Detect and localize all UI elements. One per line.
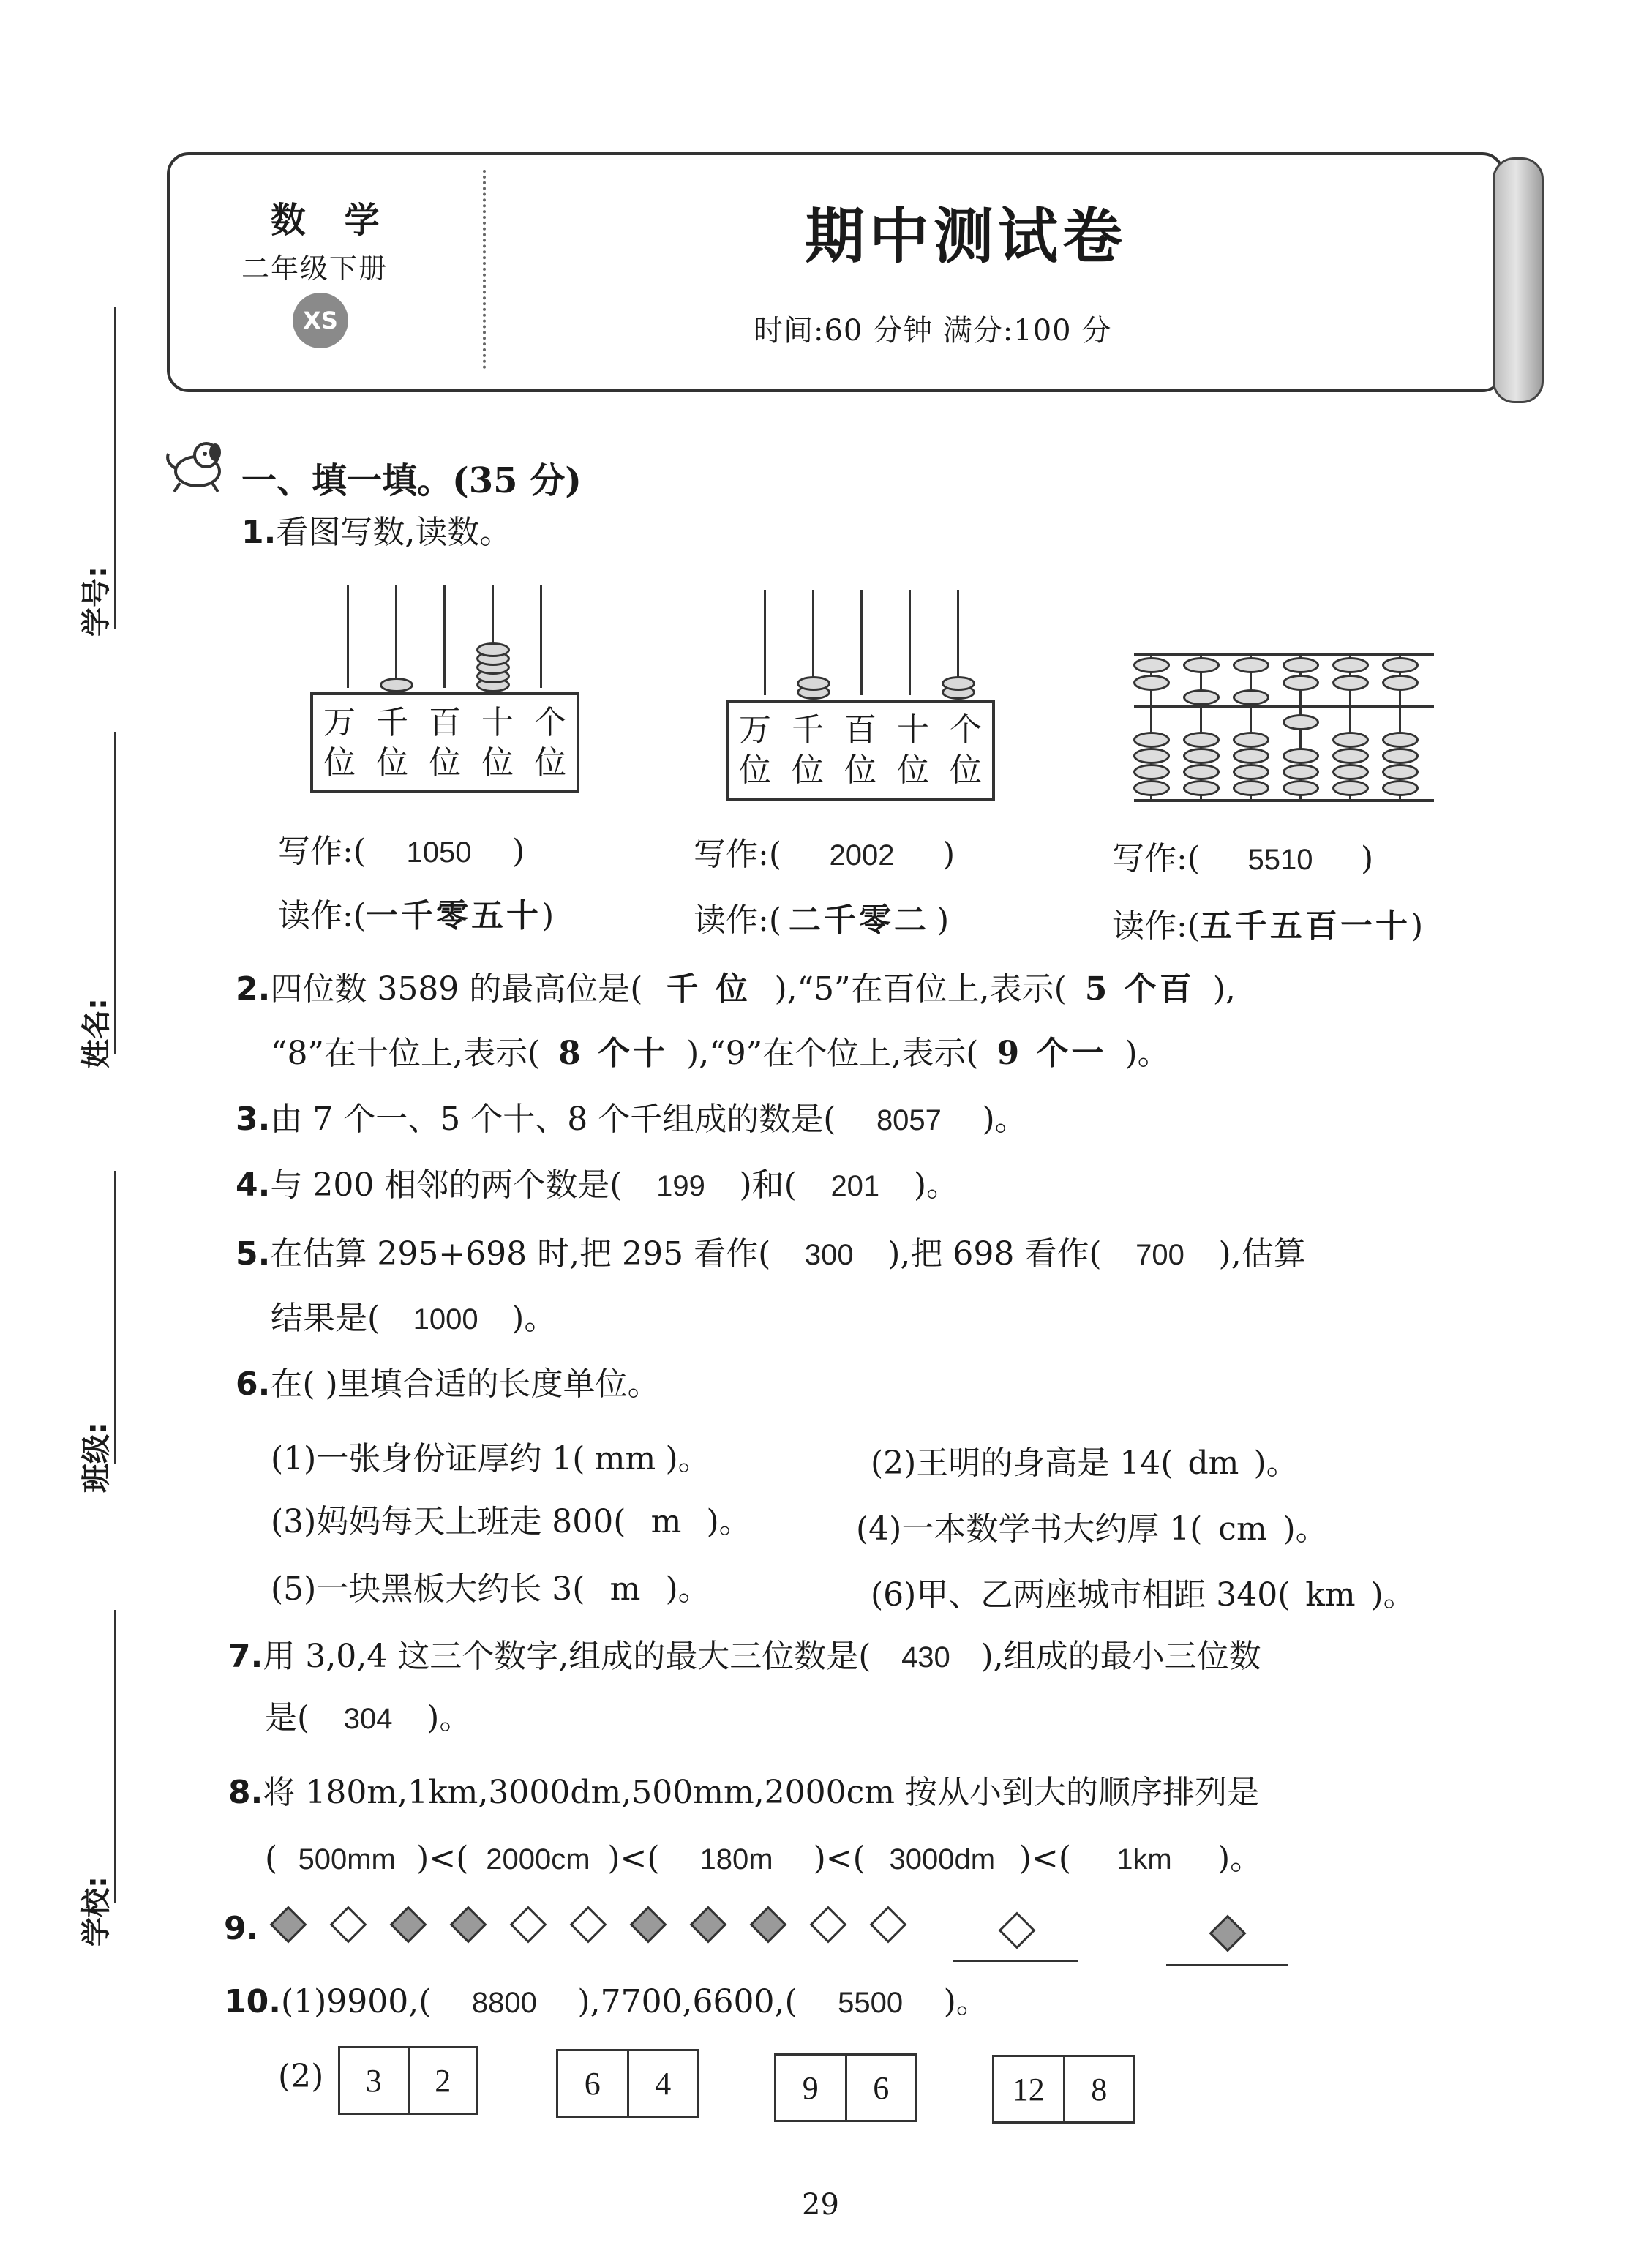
place-label: 万 bbox=[323, 704, 356, 741]
q6-item-4 bbox=[856, 1510, 1328, 1549]
answer: 201 bbox=[830, 1170, 880, 1202]
suanpan-bead bbox=[1382, 732, 1419, 748]
class-line bbox=[114, 1171, 116, 1464]
abacus-bead bbox=[380, 678, 413, 692]
suanpan-bead bbox=[1233, 732, 1269, 748]
diamond-filled bbox=[390, 1906, 427, 1944]
q9-number-wrap bbox=[224, 1910, 258, 1949]
q6-item-3 bbox=[271, 1503, 751, 1542]
q2-line-1 bbox=[236, 970, 1236, 1009]
q1-written-2 bbox=[694, 836, 955, 874]
answer: 8800 bbox=[471, 1987, 537, 2019]
place-label: 位 bbox=[739, 752, 771, 789]
class-label: 班级: bbox=[80, 1423, 113, 1493]
text: ),把 698 看作( bbox=[887, 1235, 1102, 1273]
page-number: 29 bbox=[802, 2188, 839, 2222]
suanpan-bead bbox=[1382, 780, 1419, 796]
text: 四位数 3589 的最高位是( bbox=[270, 970, 643, 1008]
q10-part-2-label: (2) bbox=[278, 2058, 324, 2095]
suanpan-bead bbox=[1332, 748, 1369, 764]
text: 用 3,0,4 这三个数字,组成的最大三位数是( bbox=[263, 1638, 871, 1675]
abacus-2-rod bbox=[909, 590, 911, 695]
text: )<( bbox=[607, 1840, 660, 1877]
place-label: 位 bbox=[534, 744, 566, 782]
close: ) bbox=[1411, 907, 1424, 945]
answer: 1km bbox=[1116, 1843, 1172, 1876]
box-cell: 6 bbox=[584, 2065, 601, 2102]
place-label: 位 bbox=[792, 752, 824, 789]
box-cell: 2 bbox=[408, 2048, 477, 2113]
place-label: 位 bbox=[323, 744, 356, 782]
text: )。 bbox=[913, 1166, 958, 1204]
q1-read-1 bbox=[278, 897, 554, 936]
text: )。 bbox=[665, 1440, 710, 1477]
name-label: 姓名: bbox=[80, 998, 113, 1068]
answer: cm bbox=[1218, 1510, 1267, 1548]
answer: 1050 bbox=[406, 836, 472, 869]
puppy-icon bbox=[161, 436, 234, 495]
place-label: 千 bbox=[376, 704, 408, 741]
place-label: 位 bbox=[950, 752, 982, 789]
abacus-1-rod bbox=[540, 585, 542, 688]
answer: 2002 bbox=[829, 839, 895, 872]
suanpan-bead bbox=[1233, 657, 1269, 673]
box-cell: 4 bbox=[627, 2051, 698, 2116]
box-cell: 8 bbox=[1063, 2057, 1134, 2121]
suanpan-bead bbox=[1332, 675, 1369, 691]
place-label: 位 bbox=[844, 752, 876, 789]
text: 在估算 295+698 时,把 295 看作( bbox=[270, 1235, 771, 1273]
diamond-hollow bbox=[510, 1906, 547, 1944]
suanpan-bead bbox=[1233, 689, 1269, 705]
suanpan-top-bar bbox=[1134, 653, 1434, 656]
text: )。 bbox=[511, 1300, 557, 1337]
answer: km bbox=[1305, 1576, 1356, 1614]
answer: 300 bbox=[804, 1239, 854, 1271]
abacus-2-frame bbox=[726, 700, 995, 801]
prefix: 读作:( bbox=[1112, 907, 1200, 945]
text: ),组成的最小三位数 bbox=[980, 1638, 1261, 1675]
place-label: 百 bbox=[844, 711, 876, 749]
q2-number: 2. bbox=[236, 970, 271, 1008]
suanpan-bead bbox=[1283, 748, 1319, 764]
diamond-hollow bbox=[810, 1906, 847, 1944]
suanpan-bottom-bar bbox=[1134, 799, 1434, 802]
grade-label: 二年级下册 bbox=[241, 252, 388, 285]
diamond-filled bbox=[630, 1906, 667, 1944]
text: )和( bbox=[739, 1166, 797, 1204]
suanpan-bead bbox=[1382, 657, 1419, 673]
text: )<( bbox=[416, 1840, 469, 1877]
q8-line-2 bbox=[265, 1840, 1262, 1878]
diamond-filled bbox=[690, 1906, 727, 1944]
school-line bbox=[114, 1610, 116, 1903]
abacus-2-rod bbox=[860, 590, 863, 695]
q8-line-1 bbox=[228, 1774, 1259, 1813]
text: (4)一本数学书大约厚 1( bbox=[856, 1510, 1203, 1548]
q7-line-1 bbox=[228, 1638, 1261, 1676]
q6-number: 6. bbox=[236, 1365, 271, 1403]
diamond-hollow bbox=[330, 1906, 367, 1944]
q4-line bbox=[236, 1166, 958, 1205]
text: )。 bbox=[1217, 1840, 1263, 1877]
answer: 430 bbox=[901, 1641, 950, 1674]
exam-time-score: 时间:60 分钟 满分:100 分 bbox=[754, 314, 1112, 348]
abacus-bead bbox=[797, 676, 830, 691]
answer: m bbox=[650, 1503, 682, 1540]
prefix: 写作:( bbox=[694, 836, 781, 873]
answer: 8057 bbox=[876, 1104, 942, 1136]
school-label: 学校: bbox=[80, 1876, 113, 1947]
suanpan-bead bbox=[1183, 748, 1220, 764]
abacus-1-rod bbox=[443, 585, 446, 688]
header-divider bbox=[483, 170, 486, 369]
text: “8”在十位上,表示( bbox=[271, 1035, 541, 1072]
q3-line bbox=[236, 1101, 1027, 1139]
q4-number: 4. bbox=[236, 1166, 271, 1204]
abacus-bead bbox=[476, 642, 510, 657]
suanpan-bead bbox=[1133, 675, 1170, 691]
place-label: 十 bbox=[481, 704, 514, 741]
answer: mm bbox=[594, 1440, 656, 1477]
q1-read-3 bbox=[1112, 907, 1423, 946]
text: ),“9”在个位上,表示( bbox=[686, 1035, 979, 1072]
suanpan-bead bbox=[1233, 764, 1269, 780]
diamond-hollow bbox=[870, 1906, 907, 1944]
section-title: 一、填一填。(35 分) bbox=[241, 460, 582, 501]
suanpan-bead bbox=[1283, 675, 1319, 691]
abacus-1-rod bbox=[395, 585, 397, 688]
close: ) bbox=[541, 897, 555, 934]
text: (1)9900,( bbox=[280, 1983, 432, 2020]
abacus-1-rod bbox=[347, 585, 349, 688]
answer: 500mm bbox=[298, 1843, 396, 1876]
suanpan-bead bbox=[1183, 732, 1220, 748]
diamond-hollow bbox=[570, 1906, 607, 1944]
q6-item-6 bbox=[871, 1576, 1416, 1615]
answer: 5500 bbox=[838, 1987, 904, 2019]
q10-number-box-2 bbox=[556, 2049, 699, 2118]
box-cell: 6 bbox=[845, 2056, 916, 2120]
place-label: 个 bbox=[534, 704, 566, 741]
suanpan-bead bbox=[1183, 689, 1220, 705]
text: )。 bbox=[706, 1503, 751, 1540]
answer: 二千零二 bbox=[789, 902, 929, 939]
place-label: 位 bbox=[429, 744, 461, 782]
text: )。 bbox=[1283, 1510, 1328, 1548]
q10-part-1 bbox=[224, 1983, 988, 2022]
q6-item-2 bbox=[871, 1445, 1299, 1483]
suanpan-bead bbox=[1133, 780, 1170, 796]
text: ),7700,6600,( bbox=[577, 1983, 797, 2020]
text: )<( bbox=[813, 1840, 866, 1877]
text: ),估算 bbox=[1218, 1235, 1306, 1273]
suanpan-bead bbox=[1133, 748, 1170, 764]
suanpan-bead bbox=[1332, 764, 1369, 780]
answer: dm bbox=[1187, 1445, 1239, 1482]
text: (6)甲、乙两座城市相距 340( bbox=[871, 1576, 1291, 1614]
answer: 千 位 bbox=[666, 970, 751, 1008]
diamond-filled bbox=[450, 1906, 487, 1944]
q6-item-5 bbox=[271, 1570, 710, 1609]
edition-badge: XS bbox=[293, 293, 348, 348]
text: )。 bbox=[1125, 1035, 1170, 1072]
answer: 199 bbox=[656, 1170, 705, 1202]
place-label: 位 bbox=[481, 744, 514, 782]
place-label: 个 bbox=[950, 711, 982, 749]
q2-line-2 bbox=[271, 1035, 1170, 1074]
answer-diamond-hollow bbox=[999, 1912, 1036, 1949]
text: )。 bbox=[943, 1983, 988, 2020]
q5-line-1 bbox=[236, 1235, 1306, 1274]
suanpan-bead bbox=[1332, 732, 1369, 748]
answer: 1000 bbox=[413, 1303, 478, 1335]
text: 由 7 个一、5 个十、8 个千组成的数是( bbox=[270, 1101, 836, 1138]
q9-answer-line-2 bbox=[1166, 1964, 1288, 1966]
diamond-filled bbox=[270, 1906, 307, 1944]
diamond-filled bbox=[750, 1906, 787, 1944]
answer: 180m bbox=[699, 1843, 773, 1876]
q10-number: 10. bbox=[224, 1983, 281, 2020]
suanpan-bead bbox=[1183, 657, 1220, 673]
text: 是( bbox=[265, 1699, 310, 1736]
text: ( bbox=[265, 1840, 278, 1877]
q9-answer-line-1 bbox=[953, 1960, 1078, 1962]
suanpan-bead bbox=[1332, 780, 1369, 796]
close: ) bbox=[512, 833, 525, 870]
suanpan-bead bbox=[1332, 657, 1369, 673]
suanpan-bead bbox=[1133, 732, 1170, 748]
close: ) bbox=[942, 836, 955, 873]
scroll-roll-decoration bbox=[1493, 157, 1544, 403]
q6-stem bbox=[236, 1365, 660, 1404]
text: )<( bbox=[1018, 1840, 1071, 1877]
subject-label: 数 学 bbox=[271, 200, 393, 241]
text: )。 bbox=[427, 1699, 472, 1736]
q10-number-box-4 bbox=[992, 2055, 1135, 2124]
q9-number: 9. bbox=[224, 1910, 259, 1947]
abacus-1-frame bbox=[310, 692, 579, 793]
abacus-2-rod bbox=[764, 590, 766, 695]
q7-number: 7. bbox=[228, 1638, 263, 1675]
answer: 一千零五十 bbox=[366, 897, 541, 934]
answer-diamond-filled bbox=[1209, 1915, 1247, 1952]
q1-number: 1. bbox=[241, 514, 277, 551]
box-cell: 12 bbox=[1012, 2071, 1045, 2108]
q5-number: 5. bbox=[236, 1235, 271, 1273]
student-id-label: 学号: bbox=[80, 566, 113, 637]
place-label: 位 bbox=[897, 752, 929, 789]
q1-text: 看图写数,读数。 bbox=[276, 514, 512, 551]
exam-title: 期中测试卷 bbox=[805, 201, 1127, 271]
answer: 304 bbox=[343, 1703, 393, 1735]
text: ),“5”在百位上,表示( bbox=[774, 970, 1067, 1008]
answer: m bbox=[609, 1570, 641, 1608]
prefix: 写作:( bbox=[278, 833, 366, 870]
q10-number-box-1 bbox=[338, 2046, 478, 2115]
text: 与 200 相邻的两个数是( bbox=[270, 1166, 623, 1204]
text: )。 bbox=[665, 1570, 710, 1608]
text: )。 bbox=[1370, 1576, 1416, 1614]
suanpan-bead bbox=[1233, 748, 1269, 764]
suanpan-bead bbox=[1382, 675, 1419, 691]
q6-item-1 bbox=[271, 1440, 710, 1479]
suanpan-bead bbox=[1133, 764, 1170, 780]
place-label: 千 bbox=[792, 711, 824, 749]
text: 结果是( bbox=[271, 1300, 380, 1337]
suanpan-bead bbox=[1233, 780, 1269, 796]
suanpan-bead bbox=[1183, 764, 1220, 780]
q1-read-2 bbox=[694, 902, 949, 940]
suanpan-bead bbox=[1283, 764, 1319, 780]
suanpan-bead bbox=[1283, 657, 1319, 673]
suanpan-bead bbox=[1283, 714, 1319, 730]
answer: 五千五百一十 bbox=[1200, 907, 1411, 945]
close: ) bbox=[936, 902, 950, 939]
abacus-bead bbox=[942, 676, 975, 691]
text: 将 180m,1km,3000dm,500mm,2000cm 按从小到大的顺序排列是 bbox=[263, 1774, 1259, 1811]
text: (3)妈妈每天上班走 800( bbox=[271, 1503, 626, 1540]
q1-stem bbox=[241, 514, 511, 552]
prefix: 写作:( bbox=[1112, 840, 1200, 877]
answer: 2000cm bbox=[486, 1843, 590, 1876]
prefix: 读作:( bbox=[694, 902, 781, 939]
text: )。 bbox=[1253, 1445, 1299, 1482]
text: (2)王明的身高是 14( bbox=[871, 1445, 1174, 1482]
place-label: 位 bbox=[376, 744, 408, 782]
q1-written-3 bbox=[1112, 840, 1373, 879]
q1-written-1 bbox=[278, 833, 525, 872]
suanpan-bead bbox=[1382, 748, 1419, 764]
text: (5)一块黑板大约长 3( bbox=[271, 1570, 585, 1608]
answer: 5 个百 bbox=[1084, 970, 1195, 1008]
answer: 9 个一 bbox=[996, 1035, 1107, 1072]
answer: 5510 bbox=[1247, 844, 1313, 876]
q5-line-2 bbox=[271, 1300, 556, 1338]
place-label: 百 bbox=[429, 704, 461, 741]
place-label: 十 bbox=[897, 711, 929, 749]
text: 在( )里填合适的长度单位。 bbox=[270, 1365, 660, 1403]
q3-number: 3. bbox=[236, 1101, 271, 1138]
prefix: 读作:( bbox=[278, 897, 366, 934]
box-cell: 9 bbox=[802, 2069, 819, 2106]
suanpan-beam bbox=[1134, 705, 1434, 708]
close: ) bbox=[1361, 840, 1374, 877]
text: ), bbox=[1212, 970, 1236, 1008]
box-cell: 3 bbox=[365, 2062, 382, 2099]
place-label: 万 bbox=[739, 711, 771, 749]
text: (1)一张身份证厚约 1( bbox=[271, 1440, 585, 1477]
q8-number: 8. bbox=[228, 1774, 263, 1811]
suanpan-bead bbox=[1382, 764, 1419, 780]
q7-line-2 bbox=[265, 1699, 471, 1738]
text: )。 bbox=[982, 1101, 1027, 1138]
answer: 8 个十 bbox=[558, 1035, 669, 1072]
answer: 3000dm bbox=[889, 1843, 996, 1876]
suanpan-bead bbox=[1283, 780, 1319, 796]
q10-number-box-3 bbox=[774, 2053, 917, 2122]
suanpan-bead bbox=[1133, 657, 1170, 673]
answer: 700 bbox=[1135, 1239, 1184, 1271]
suanpan-bead bbox=[1183, 780, 1220, 796]
